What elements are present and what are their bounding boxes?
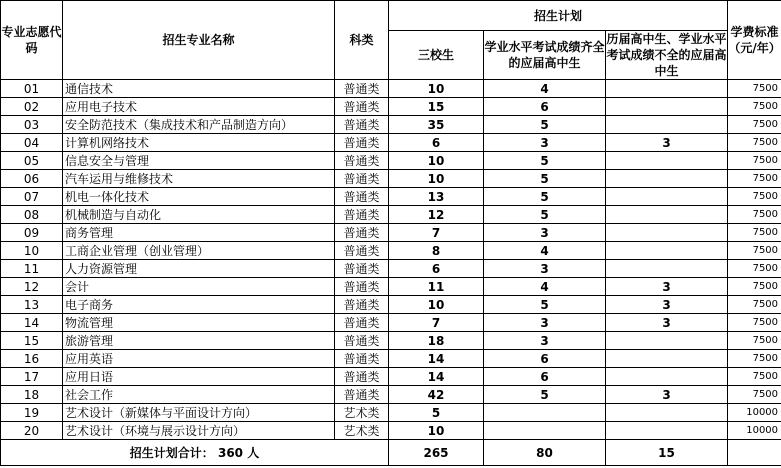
cell-other (606, 404, 728, 422)
cell-qualified: 5 (484, 386, 606, 404)
cell-name: 通信技术 (63, 80, 335, 98)
cell-other (606, 260, 728, 278)
cell-code: 16 (1, 350, 63, 368)
cell-sanxiao: 10 (389, 170, 484, 188)
cell-sanxiao: 6 (389, 260, 484, 278)
cell-name: 安全防范技术（集成技术和产品制造方向） (63, 116, 335, 134)
cell-fee: 7500 (728, 116, 781, 134)
cell-qualified: 5 (484, 152, 606, 170)
totals-other: 15 (606, 440, 728, 466)
cell-code: 10 (1, 242, 63, 260)
cell-qualified: 6 (484, 350, 606, 368)
cell-code: 07 (1, 188, 63, 206)
cell-sanxiao: 10 (389, 80, 484, 98)
cell-sanxiao: 42 (389, 386, 484, 404)
cell-sanxiao: 15 (389, 98, 484, 116)
cell-code: 02 (1, 98, 63, 116)
cell-fee: 7500 (728, 242, 781, 260)
cell-other (606, 242, 728, 260)
cell-fee: 7500 (728, 278, 781, 296)
cell-category: 普通类 (335, 170, 389, 188)
table-row (1, 332, 781, 350)
cell-name: 工商企业管理（创业管理） (63, 242, 335, 260)
cell-category: 普通类 (335, 206, 389, 224)
cell-code: 03 (1, 116, 63, 134)
cell-other: 3 (606, 134, 728, 152)
cell-name: 旅游管理 (63, 332, 335, 350)
cell-name: 电子商务 (63, 296, 335, 314)
table-row (1, 422, 781, 440)
cell-name: 艺术设计（新媒体与平面设计方向） (63, 404, 335, 422)
cell-other (606, 350, 728, 368)
cell-sanxiao: 14 (389, 350, 484, 368)
cell-other (606, 206, 728, 224)
cell-sanxiao: 18 (389, 332, 484, 350)
cell-name: 机械制造与自动化 (63, 206, 335, 224)
cell-code: 11 (1, 260, 63, 278)
cell-code: 20 (1, 422, 63, 440)
cell-sanxiao: 6 (389, 134, 484, 152)
totals-qualified: 80 (484, 440, 606, 466)
cell-code: 14 (1, 314, 63, 332)
cell-category: 普通类 (335, 188, 389, 206)
cell-fee: 7500 (728, 332, 781, 350)
cell-name: 会计 (63, 278, 335, 296)
cell-code: 09 (1, 224, 63, 242)
cell-qualified: 5 (484, 116, 606, 134)
cell-fee: 7500 (728, 134, 781, 152)
cell-category: 普通类 (335, 296, 389, 314)
cell-category: 普通类 (335, 80, 389, 98)
cell-name: 应用日语 (63, 368, 335, 386)
cell-fee: 7500 (728, 314, 781, 332)
cell-code: 06 (1, 170, 63, 188)
cell-name: 应用英语 (63, 350, 335, 368)
table-row (1, 350, 781, 368)
cell-fee: 7500 (728, 98, 781, 116)
cell-qualified: 3 (484, 224, 606, 242)
cell-qualified: 3 (484, 134, 606, 152)
cell-qualified (484, 404, 606, 422)
table-row (1, 206, 781, 224)
cell-code: 01 (1, 80, 63, 98)
cell-category: 普通类 (335, 98, 389, 116)
cell-fee: 10000 (728, 404, 781, 422)
cell-other (606, 368, 728, 386)
cell-code: 05 (1, 152, 63, 170)
cell-sanxiao: 10 (389, 152, 484, 170)
cell-category: 普通类 (335, 278, 389, 296)
cell-code: 08 (1, 206, 63, 224)
cell-other (606, 188, 728, 206)
cell-fee: 7500 (728, 260, 781, 278)
cell-qualified: 5 (484, 206, 606, 224)
cell-qualified: 6 (484, 98, 606, 116)
cell-qualified: 6 (484, 368, 606, 386)
cell-other: 3 (606, 296, 728, 314)
cell-sanxiao: 14 (389, 368, 484, 386)
cell-category: 普通类 (335, 242, 389, 260)
cell-name: 计算机网络技术 (63, 134, 335, 152)
table-row (1, 404, 781, 422)
header-category: 科类 (335, 1, 389, 80)
cell-category: 普通类 (335, 116, 389, 134)
cell-code: 19 (1, 404, 63, 422)
cell-fee: 7500 (728, 170, 781, 188)
cell-fee: 7500 (728, 152, 781, 170)
header-plan: 招生计划 (389, 1, 728, 31)
table-row (1, 170, 781, 188)
header-fee: 学费标准（元/年） (728, 1, 781, 80)
table-row (1, 80, 781, 98)
header-qualified: 学业水平考试成绩齐全的应届高中生 (484, 31, 606, 80)
cell-category: 普通类 (335, 224, 389, 242)
cell-fee: 7500 (728, 296, 781, 314)
cell-fee: 7500 (728, 206, 781, 224)
cell-category: 普通类 (335, 368, 389, 386)
cell-sanxiao: 5 (389, 404, 484, 422)
cell-code: 15 (1, 332, 63, 350)
cell-name: 人力资源管理 (63, 260, 335, 278)
totals-sanxiao: 265 (389, 440, 484, 466)
cell-fee: 7500 (728, 386, 781, 404)
cell-other (606, 170, 728, 188)
cell-other (606, 152, 728, 170)
cell-code: 17 (1, 368, 63, 386)
table-row (1, 152, 781, 170)
cell-qualified: 3 (484, 260, 606, 278)
cell-qualified: 4 (484, 80, 606, 98)
cell-name: 艺术设计（环境与展示设计方向） (63, 422, 335, 440)
cell-code: 18 (1, 386, 63, 404)
header-sanxiao: 三校生 (389, 31, 484, 80)
cell-name: 信息安全与管理 (63, 152, 335, 170)
cell-sanxiao: 7 (389, 314, 484, 332)
header-code: 专业志愿代码 (1, 1, 63, 80)
cell-qualified: 3 (484, 332, 606, 350)
cell-category: 普通类 (335, 260, 389, 278)
table-row (1, 386, 781, 404)
table-row (1, 296, 781, 314)
cell-name: 社会工作 (63, 386, 335, 404)
table-row (1, 224, 781, 242)
cell-fee: 7500 (728, 188, 781, 206)
cell-other: 3 (606, 386, 728, 404)
cell-qualified: 5 (484, 296, 606, 314)
table-row (1, 116, 781, 134)
cell-other (606, 422, 728, 440)
cell-qualified: 3 (484, 314, 606, 332)
cell-code: 13 (1, 296, 63, 314)
cell-name: 物流管理 (63, 314, 335, 332)
header-other: 历届高中生、学业水平考试成绩不全的应届高中生 (606, 32, 727, 78)
cell-category: 普通类 (335, 350, 389, 368)
cell-other (606, 332, 728, 350)
cell-sanxiao: 7 (389, 224, 484, 242)
cell-sanxiao: 8 (389, 242, 484, 260)
totals-fee (728, 440, 781, 466)
cell-category: 普通类 (335, 152, 389, 170)
cell-category: 艺术类 (335, 404, 389, 422)
table-row (1, 314, 781, 332)
cell-category: 艺术类 (335, 422, 389, 440)
cell-fee: 10000 (728, 422, 781, 440)
cell-other (606, 116, 728, 134)
cell-name: 应用电子技术 (63, 98, 335, 116)
cell-qualified: 4 (484, 242, 606, 260)
table-row (1, 134, 781, 152)
cell-qualified (484, 422, 606, 440)
cell-other (606, 98, 728, 116)
cell-category: 普通类 (335, 314, 389, 332)
table-row (1, 260, 781, 278)
cell-fee: 7500 (728, 350, 781, 368)
table-row (1, 368, 781, 386)
table-row (1, 98, 781, 116)
cell-other (606, 224, 728, 242)
table-row (1, 188, 781, 206)
cell-fee: 7500 (728, 80, 781, 98)
cell-other: 3 (606, 314, 728, 332)
cell-category: 普通类 (335, 134, 389, 152)
cell-other (606, 80, 728, 98)
cell-sanxiao: 12 (389, 206, 484, 224)
cell-code: 04 (1, 134, 63, 152)
cell-qualified: 5 (484, 170, 606, 188)
cell-fee: 7500 (728, 224, 781, 242)
cell-qualified: 5 (484, 188, 606, 206)
cell-fee: 7500 (728, 368, 781, 386)
cell-name: 机电一体化技术 (63, 188, 335, 206)
table-row (1, 278, 781, 296)
cell-category: 普通类 (335, 386, 389, 404)
cell-sanxiao: 35 (389, 116, 484, 134)
table-row (1, 242, 781, 260)
cell-sanxiao: 13 (389, 188, 484, 206)
cell-name: 商务管理 (63, 224, 335, 242)
cell-category: 普通类 (335, 332, 389, 350)
cell-code: 12 (1, 278, 63, 296)
cell-sanxiao: 10 (389, 296, 484, 314)
cell-name: 汽车运用与维修技术 (63, 170, 335, 188)
cell-other: 3 (606, 278, 728, 296)
cell-qualified: 4 (484, 278, 606, 296)
header-name: 招生专业名称 (63, 1, 335, 80)
cell-sanxiao: 10 (389, 422, 484, 440)
totals-label: 招生计划合计： 360 人 (1, 440, 389, 466)
cell-sanxiao: 11 (389, 278, 484, 296)
